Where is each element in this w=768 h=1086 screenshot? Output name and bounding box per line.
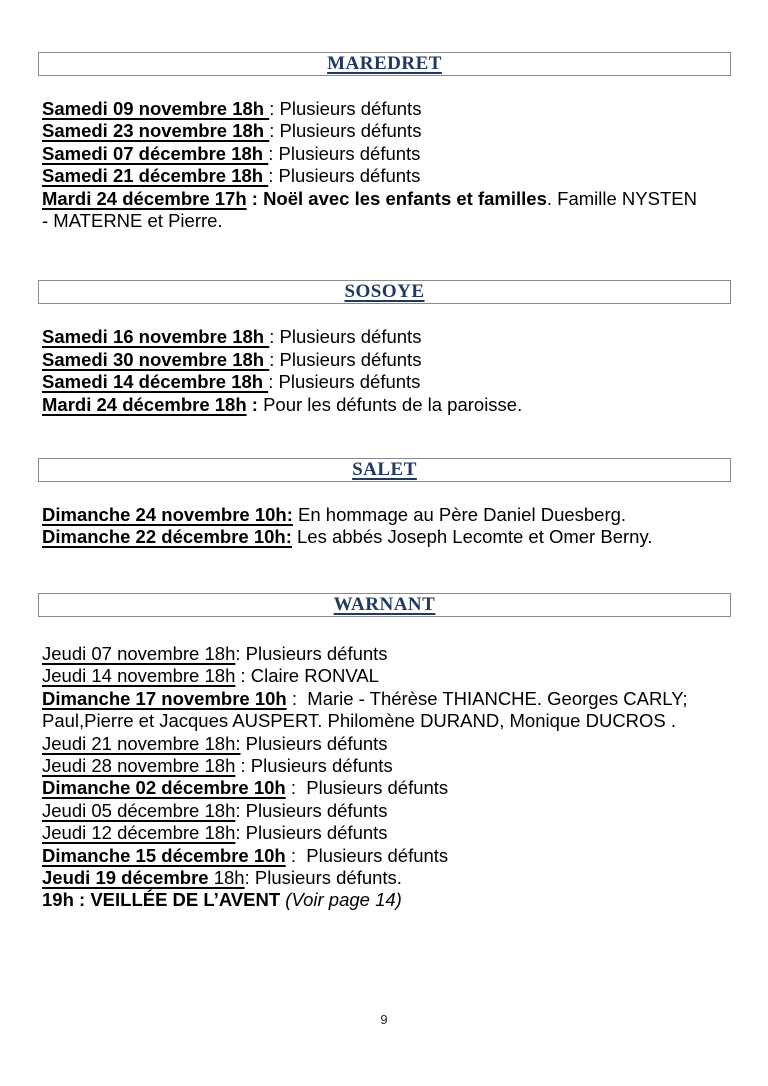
mass-entry xyxy=(42,822,731,844)
section-entries-warnant xyxy=(42,643,731,912)
mass-entry xyxy=(42,504,731,526)
mass-entry xyxy=(42,688,731,733)
entry-date: Samedi 30 novembre 18h xyxy=(42,348,270,370)
mass-entry xyxy=(42,188,731,233)
entry-intention-continued: Paul,Pierre et Jacques AUSPERT. Philomène DURAND, Monique DUCROS . xyxy=(42,710,677,732)
entry-intention: : Plusieurs défunts xyxy=(235,799,388,821)
mass-entry xyxy=(42,800,731,822)
entry-colon: : xyxy=(246,393,258,415)
section-header-salet xyxy=(38,458,731,482)
entry-date: Jeudi 14 novembre 18h xyxy=(42,665,236,687)
entry-intention: Les abbés Joseph Lecomte et Omer Berny. xyxy=(291,526,653,548)
mass-entry xyxy=(42,665,731,687)
mass-entry xyxy=(42,394,731,416)
entry-page-reference: (Voir page 14) xyxy=(285,889,402,911)
entry-intention: . Famille NYSTEN xyxy=(546,187,697,209)
mass-entry xyxy=(42,120,731,142)
section-header-warnant xyxy=(38,593,731,617)
entry-intention: : Plusieurs défunts xyxy=(268,142,421,164)
section-title-maredret: MAREDRET xyxy=(327,53,442,74)
mass-entry xyxy=(42,98,731,120)
mass-entry xyxy=(42,755,731,777)
mass-entry xyxy=(42,143,731,165)
entry-intention-continued: - MATERNE et Pierre. xyxy=(42,210,223,232)
entry-date: Jeudi 28 novembre 18h xyxy=(42,754,236,776)
entry-intention: : Plusieurs défunts xyxy=(285,844,449,866)
section-header-sosoye xyxy=(38,280,731,304)
entry-intention: : Plusieurs défunts. xyxy=(244,866,402,888)
mass-entry xyxy=(42,326,731,348)
entry-date: Jeudi 05 décembre 18h xyxy=(42,799,236,821)
mass-entry xyxy=(42,889,731,911)
section-entries-maredret xyxy=(42,98,731,232)
mass-entry xyxy=(42,867,731,889)
entry-intention: : Marie - Thérèse THIANCHE. Georges CARLY; xyxy=(286,687,688,709)
entry-time: 18h xyxy=(213,866,245,888)
entry-date: Samedi 14 décembre 18h xyxy=(42,371,269,393)
page-number: 9 xyxy=(380,1012,388,1027)
section-title-sosoye: SOSOYE xyxy=(344,281,425,303)
mass-entry xyxy=(42,643,731,665)
entry-date: Mardi 24 décembre 18h xyxy=(42,393,247,415)
section-entries-salet xyxy=(42,504,731,549)
section-title-salet: SALET xyxy=(352,459,417,481)
entry-date: Jeudi 12 décembre 18h xyxy=(42,822,236,844)
entry-intention: : Plusieurs défunts xyxy=(235,822,388,844)
entry-intention: : Plusieurs défunts xyxy=(268,165,421,187)
entry-date: Samedi 21 décembre 18h xyxy=(42,165,269,187)
page-content xyxy=(42,52,731,912)
entry-intention: En hommage au Père Daniel Duesberg. xyxy=(292,504,627,526)
mass-entry xyxy=(42,733,731,755)
entry-date: Samedi 09 novembre 18h xyxy=(42,98,270,119)
entry-date: Dimanche 24 novembre 10h: xyxy=(42,504,293,526)
entry-intention: : Plusieurs défunts xyxy=(235,642,388,664)
entry-intention: : Plusieurs défunts xyxy=(235,754,393,776)
section-header-maredret xyxy=(38,52,731,76)
mass-entry xyxy=(42,165,731,187)
entry-intention: : Plusieurs défunts xyxy=(269,326,422,348)
entry-date: Jeudi 07 novembre 18h xyxy=(42,642,236,664)
mass-entry xyxy=(42,845,731,867)
mass-entry xyxy=(42,349,731,371)
mass-entry xyxy=(42,777,731,799)
entry-intention: : Plusieurs défunts xyxy=(269,348,422,370)
mass-entry xyxy=(42,526,731,548)
entry-date: Dimanche 02 décembre 10h xyxy=(42,777,286,799)
entry-date: Mardi 24 décembre 17h xyxy=(42,187,247,209)
entry-date: Dimanche 15 décembre 10h xyxy=(42,844,286,866)
entry-intention: : Claire RONVAL xyxy=(235,665,379,687)
entry-date: Dimanche 22 décembre 10h: xyxy=(42,526,292,548)
entry-date: Jeudi 19 décembre xyxy=(42,866,214,888)
mass-entry xyxy=(42,371,731,393)
entry-date: Samedi 07 décembre 18h xyxy=(42,142,269,164)
entry-date: Samedi 23 novembre 18h xyxy=(42,120,270,142)
entry-intention: : Plusieurs défunts xyxy=(269,98,422,119)
entry-intention: Plusieurs défunts xyxy=(240,732,388,754)
entry-intention: : Plusieurs défunts xyxy=(269,120,422,142)
entry-intention: : Plusieurs défunts xyxy=(285,777,449,799)
entry-intention: : Plusieurs défunts xyxy=(268,371,421,393)
entry-intention: Pour les défunts de la paroisse. xyxy=(257,393,523,415)
entry-event: : Noël avec les enfants et familles xyxy=(246,187,547,209)
entry-date: Dimanche 17 novembre 10h xyxy=(42,687,287,709)
section-entries-sosoye xyxy=(42,326,731,416)
entry-date: Samedi 16 novembre 18h xyxy=(42,326,270,348)
entry-event: 19h : VEILLÉE DE L’AVENT xyxy=(42,889,286,911)
entry-date: Jeudi 21 novembre 18h: xyxy=(42,732,241,754)
section-title-warnant: WARNANT xyxy=(333,593,436,615)
